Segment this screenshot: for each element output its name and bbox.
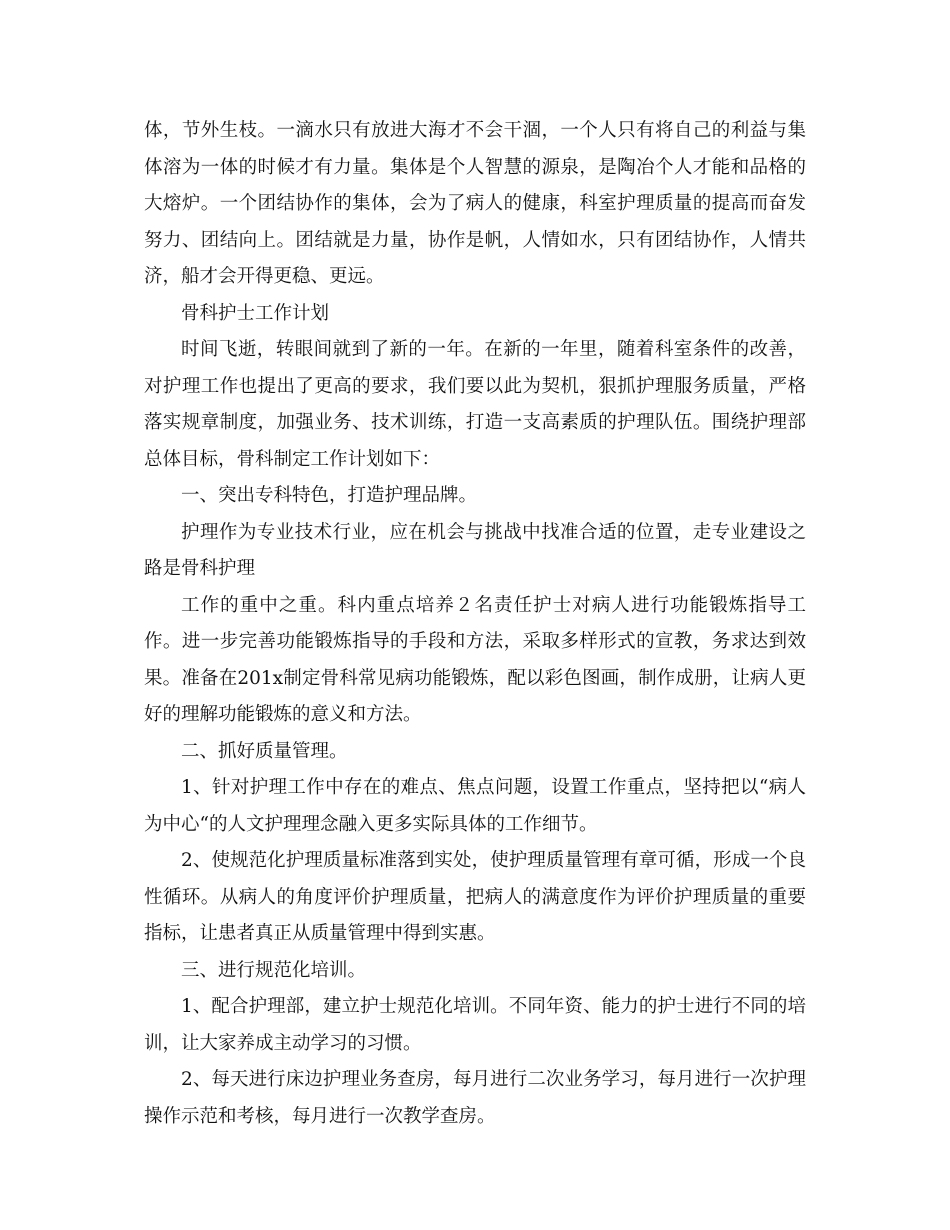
heading-one: 一、突出专科特色，打造护理品牌。 bbox=[181, 485, 478, 506]
list-item-training-1: 1、配合护理部，建立护士规范化培训。不同年资、能力的护士进行不同的培训，让大家养成主动学习的习惯。 bbox=[144, 996, 806, 1054]
section-title: 骨科护士工作计划 bbox=[181, 302, 330, 324]
heading-two: 二、抓好质量管理。 bbox=[181, 740, 348, 762]
paragraph-intro: 时间飞逝，转眼间就到了新的一年。在新的一年里，随着科室条件的改善，对护理工作也提出了更高的要求，我们要以此为契机，狠抓护理服务质量，严格落实规章制度，加强业务、技术训练，打造一支高素质的护理队伍。围绕护理部总体目标，骨科制定工作计划如下： bbox=[144, 339, 806, 470]
paragraph-specialty: 护理作为专业技术行业，应在机会与挑战中找准合适的位置，走专业建设之路是骨科护理 bbox=[144, 521, 806, 579]
list-item-training-2: 2、每天进行床边护理业务查房，每月进行二次业务学习，每月进行一次护理操作示范和考核，每月进行一次教学查房。 bbox=[144, 1069, 806, 1127]
list-item-quality-1: 1、针对护理工作中存在的难点、焦点问题，设置工作重点，坚持把以“病人为中心“的人文护理理念融入更多实际具体的工作细节。 bbox=[144, 777, 806, 835]
heading-three: 三、进行规范化培训。 bbox=[181, 959, 367, 981]
paragraph-focus: 工作的重中之重。科内重点培养２名责任护士对病人进行功能锻炼指导工作。进一步完善功能锻炼指导的手段和方法，采取多样形式的宣教，务求达到效果。准备在201x制定骨科常见病功能锻炼，配以彩色图画，制作成册，让病人更好的理解功能锻炼的意义和方法。 bbox=[144, 594, 806, 725]
paragraph-continuation: 体，节外生枝。一滴水只有放进大海才不会干涸，一个人只有将自己的利益与集体溶为一体的时候才有力量。集体是个人智慧的源泉，是陶冶个人才能和品格的大熔炉。一个团结协作的集体，会为了病人的健康，科室护理质量的提高而奋发努力、团结向上。团结就是力量，协作是帆，人情如水，只有团结协作，人情共济，船才会开得更稳、更远。 bbox=[144, 120, 806, 287]
list-item-quality-2: 2、使规范化护理质量标准落到实处，使护理质量管理有章可循，形成一个良性循环。从病人的角度评价护理质量，把病人的满意度作为评价护理质量的重要指标，让患者真正从质量管理中得到实惠。 bbox=[144, 850, 806, 944]
